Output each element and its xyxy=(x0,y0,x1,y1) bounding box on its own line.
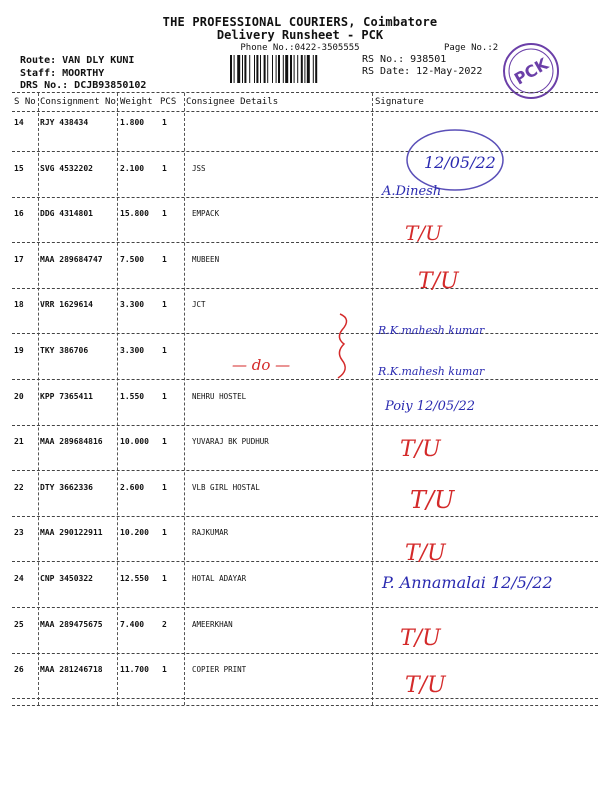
row-sno: 18 xyxy=(14,300,24,310)
row-consignment-no: TKY 386706 xyxy=(40,346,89,355)
row-consignment-no: VRR 1629614 xyxy=(40,300,93,310)
column-divider xyxy=(372,93,373,705)
row-consignee: NEHRU HOSTEL xyxy=(192,391,247,401)
signature-row-24: P. Annamalai 12/5/22 xyxy=(382,573,553,592)
row-sno: 23 xyxy=(14,528,24,538)
column-divider xyxy=(184,93,185,705)
tu-mark-row-25: T/U xyxy=(400,626,441,651)
row-divider xyxy=(12,607,598,608)
row-pcs: 1 xyxy=(162,391,167,401)
row-divider xyxy=(12,288,598,289)
row-weight: 10.200 xyxy=(120,528,149,538)
divider xyxy=(12,111,598,112)
stamp-label: PCK xyxy=(510,54,552,89)
route: Route: VAN DLY KUNI xyxy=(20,55,135,66)
date-stamp: 12/05/22 xyxy=(424,153,496,172)
row-consignment-no: KPP 7365411 xyxy=(40,391,93,401)
row-consignment-no: MAA 281246718 xyxy=(40,665,103,675)
row-sno: 22 xyxy=(14,482,24,492)
row-divider xyxy=(12,561,598,562)
row-divider xyxy=(12,653,598,654)
col-header-consignment: Consignment No xyxy=(40,97,116,107)
page-number: Page No.:2 xyxy=(444,43,499,53)
row-weight: 2.100 xyxy=(120,163,145,173)
row-weight: 1.800 xyxy=(120,118,145,127)
company-title: THE PROFESSIONAL COURIERS, Coimbatore xyxy=(162,15,438,29)
signature-row-15: A.Dinesh xyxy=(382,184,442,199)
signature-row-19: R.K.mahesh kumar xyxy=(378,365,485,378)
col-header-pcs: PCS xyxy=(160,97,177,107)
row-sno: 21 xyxy=(14,437,24,447)
rs-number: RS No.: 938501 xyxy=(362,54,447,65)
row-consignment-no: RJY 438434 xyxy=(40,118,89,127)
row-pcs: 1 xyxy=(162,482,167,492)
tu-mark-row-16: T/U xyxy=(405,221,442,245)
row-consignment-no: MAA 289684747 xyxy=(40,254,103,264)
row-divider xyxy=(12,425,598,426)
tu-mark-row-22: T/U xyxy=(410,486,455,514)
tu-mark-row-17: T/U xyxy=(418,269,459,294)
row-consignment-no: MAA 289684816 xyxy=(40,437,103,447)
divider xyxy=(12,92,598,93)
row-sno: 25 xyxy=(14,619,24,629)
row-weight: 10.000 xyxy=(120,437,149,447)
row-consignee: JSS xyxy=(192,163,206,173)
row-consignment-no: DTY 3662336 xyxy=(40,482,93,492)
row-weight: 3.300 xyxy=(120,346,145,355)
row-weight: 15.800 xyxy=(120,209,149,219)
phone-number: Phone No.:0422-3505555 xyxy=(240,43,360,53)
row-consignee: MUBEEN xyxy=(192,254,220,264)
divider xyxy=(12,705,598,706)
row-sno: 17 xyxy=(14,254,24,264)
row-pcs: 2 xyxy=(162,619,167,629)
row-divider xyxy=(12,242,598,243)
row-weight: 7.500 xyxy=(120,254,145,264)
drs-number: DRS No.: DCJB93850102 xyxy=(20,80,147,91)
row-weight: 11.700 xyxy=(120,665,149,675)
runsheet-title: Delivery Runsheet - PCK xyxy=(216,28,384,42)
row-pcs: 1 xyxy=(162,209,167,219)
row-sno: 16 xyxy=(14,209,24,219)
barcode xyxy=(230,55,350,83)
row-sno: 26 xyxy=(14,665,24,675)
date-stamp-circle xyxy=(407,130,503,190)
row-sno: 14 xyxy=(14,118,24,127)
signature-row-20: Poiy 12/05/22 xyxy=(385,399,476,414)
row-divider xyxy=(12,698,598,699)
row-consignment-no: CNP 3450322 xyxy=(40,574,93,583)
row-consignee: VLB GIRL HOSTAL xyxy=(192,482,260,492)
row-pcs: 1 xyxy=(162,528,167,538)
row-consignee: AMEERKHAN xyxy=(192,619,233,629)
tu-mark-row-21: T/U xyxy=(400,437,441,462)
row-consignee: YUVARAJ BK PUDHUR xyxy=(192,437,269,447)
row-sno: 15 xyxy=(14,163,24,173)
row-weight: 1.550 xyxy=(120,391,145,401)
row-pcs: 1 xyxy=(162,254,167,264)
row-pcs: 1 xyxy=(162,300,167,310)
row-pcs: 1 xyxy=(162,574,167,583)
col-header-weight: Weight xyxy=(120,97,153,107)
row-weight: 2.600 xyxy=(120,482,145,492)
row-weight: 12.550 xyxy=(120,574,149,583)
row-sno: 19 xyxy=(14,346,24,355)
col-header-consignee: Consignee Details xyxy=(186,97,279,107)
row-consignee: COPIER PRINT xyxy=(192,665,247,675)
row-divider xyxy=(12,379,598,380)
signature-row-18: R.K.mahesh kumar xyxy=(378,324,485,337)
tu-mark-row-23: T/U xyxy=(405,541,446,566)
row-divider xyxy=(12,470,598,471)
row-divider xyxy=(12,516,598,517)
row-sno: 20 xyxy=(14,391,24,401)
tu-mark-row-26: T/U xyxy=(405,673,446,698)
row-pcs: 1 xyxy=(162,665,167,675)
row-consignment-no: SVG 4532202 xyxy=(40,163,93,173)
row-consignee: RAJKUMAR xyxy=(192,528,229,538)
row-weight: 7.400 xyxy=(120,619,145,629)
row-consignment-no: MAA 290122911 xyxy=(40,528,103,538)
row-weight: 3.300 xyxy=(120,300,145,310)
row-consignment-no: DDG 4314801 xyxy=(40,209,93,219)
row-divider xyxy=(12,333,598,334)
row-pcs: 1 xyxy=(162,346,167,355)
bracket-mark xyxy=(338,314,347,378)
row-divider xyxy=(12,197,598,198)
col-header-sno: S No xyxy=(14,97,36,107)
row-sno: 24 xyxy=(14,574,24,583)
row-consignee: EMPACK xyxy=(192,209,220,219)
column-divider xyxy=(38,93,39,705)
col-header-signature: Signature xyxy=(375,97,424,107)
row-pcs: 1 xyxy=(162,437,167,447)
ditto-note: — do — xyxy=(232,356,291,374)
row-consignment-no: MAA 289475675 xyxy=(40,619,103,629)
row-divider xyxy=(12,151,598,152)
row-pcs: 1 xyxy=(162,118,167,127)
rs-date: RS Date: 12-May-2022 xyxy=(362,66,483,77)
row-consignee: JCT xyxy=(192,300,206,310)
column-divider xyxy=(117,93,118,705)
row-pcs: 1 xyxy=(162,163,167,173)
row-consignee: HOTAL ADAYAR xyxy=(192,574,247,583)
staff: Staff: MOORTHY xyxy=(20,68,105,79)
